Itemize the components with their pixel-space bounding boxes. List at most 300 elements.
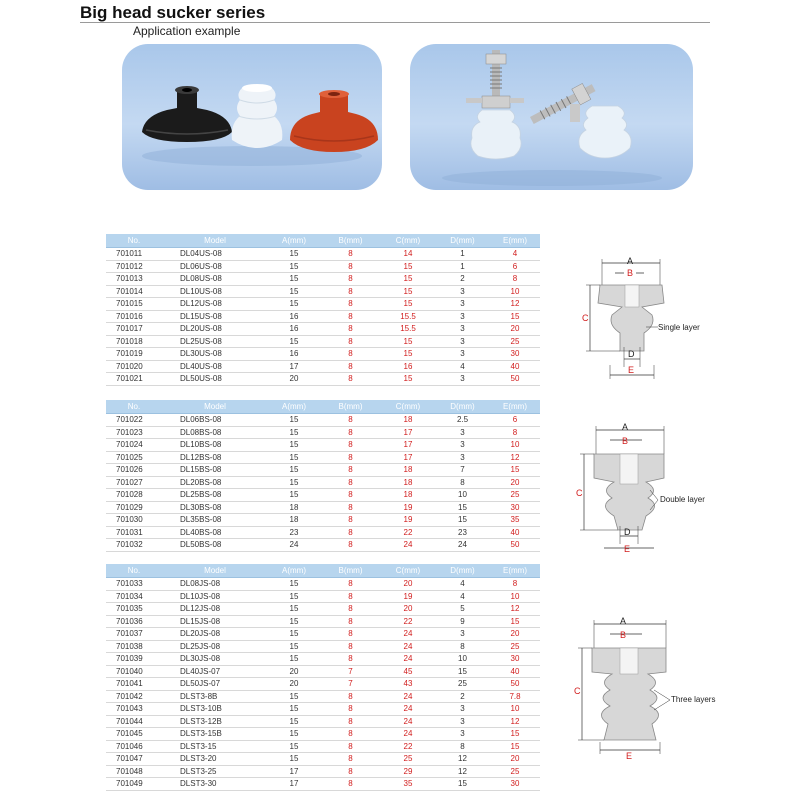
cell-d: 4 — [435, 360, 490, 373]
cell-d: 3 — [435, 628, 490, 641]
table-row — [106, 728, 540, 741]
cell-model: DLST3-10B — [162, 703, 268, 716]
cell-no: 701012 — [106, 260, 162, 273]
cell-a: 18 — [268, 501, 320, 514]
dim-c-label: C — [576, 488, 583, 498]
cell-model: DLST3-15B — [162, 728, 268, 741]
spec-table-single — [106, 234, 540, 386]
cell-a: 15 — [268, 653, 320, 666]
cell-a: 15 — [268, 690, 320, 703]
cell-model: DLST3-30 — [162, 778, 268, 791]
cell-model: DLST3-8B — [162, 690, 268, 703]
cell-e: 6 — [490, 260, 540, 273]
cell-d: 3 — [435, 335, 490, 348]
cell-no: 701043 — [106, 703, 162, 716]
header-a: A(mm) — [268, 400, 320, 414]
cell-no: 701013 — [106, 273, 162, 286]
cell-a: 15 — [268, 464, 320, 477]
cell-e: 30 — [490, 348, 540, 361]
layer-note: Double layer — [660, 495, 705, 504]
cell-d: 7 — [435, 464, 490, 477]
page-title: Big head sucker series — [80, 3, 266, 22]
cell-no: 701038 — [106, 640, 162, 653]
cell-e: 12 — [490, 603, 540, 616]
header-e: E(mm) — [490, 400, 540, 414]
cell-a: 15 — [268, 476, 320, 489]
cell-no: 701037 — [106, 628, 162, 641]
header-e: E(mm) — [490, 564, 540, 578]
cell-b: 8 — [320, 464, 381, 477]
cell-d: 3 — [435, 298, 490, 311]
cell-no: 701033 — [106, 578, 162, 591]
cell-no: 701024 — [106, 439, 162, 452]
cell-c: 20 — [381, 603, 435, 616]
cell-d: 3 — [435, 323, 490, 336]
cell-d: 4 — [435, 578, 490, 591]
cell-e: 15 — [490, 310, 540, 323]
cell-a: 16 — [268, 348, 320, 361]
cell-e: 10 — [490, 703, 540, 716]
cell-e: 20 — [490, 323, 540, 336]
dim-e-label: E — [626, 751, 633, 761]
cell-a: 15 — [268, 248, 320, 261]
cell-c: 22 — [381, 615, 435, 628]
cell-no: 701047 — [106, 753, 162, 766]
table-row — [106, 640, 540, 653]
header-e: E(mm) — [490, 234, 540, 248]
cell-a: 16 — [268, 310, 320, 323]
cell-b: 8 — [320, 615, 381, 628]
cell-no: 701017 — [106, 323, 162, 336]
cell-a: 17 — [268, 765, 320, 778]
cell-no: 701028 — [106, 489, 162, 502]
cell-e: 12 — [490, 451, 540, 464]
table-row — [106, 464, 540, 477]
cell-a: 15 — [268, 703, 320, 716]
cell-c: 18 — [381, 414, 435, 427]
diagram-three-layers — [570, 612, 720, 762]
cell-c: 16 — [381, 360, 435, 373]
cell-b: 8 — [320, 248, 381, 261]
cell-model: DL12BS-08 — [162, 451, 268, 464]
table-row — [106, 285, 540, 298]
cell-e: 7.8 — [490, 690, 540, 703]
cell-c: 24 — [381, 728, 435, 741]
cell-b: 8 — [320, 715, 381, 728]
cell-no: 701016 — [106, 310, 162, 323]
cell-d: 3 — [435, 439, 490, 452]
cell-model: DL10US-08 — [162, 285, 268, 298]
white-cup-graphic — [232, 84, 283, 148]
cell-b: 8 — [320, 451, 381, 464]
cell-b: 8 — [320, 360, 381, 373]
cell-a: 15 — [268, 728, 320, 741]
cell-b: 7 — [320, 678, 381, 691]
cell-e: 50 — [490, 678, 540, 691]
cell-no: 701023 — [106, 426, 162, 439]
cell-b: 8 — [320, 690, 381, 703]
cell-b: 8 — [320, 765, 381, 778]
table-row — [106, 273, 540, 286]
cell-no: 701044 — [106, 715, 162, 728]
dim-b-label: B — [627, 268, 634, 278]
cell-c: 15 — [381, 373, 435, 386]
cell-no: 701018 — [106, 335, 162, 348]
cell-b: 8 — [320, 439, 381, 452]
cell-no: 701035 — [106, 603, 162, 616]
cell-d: 15 — [435, 778, 490, 791]
cell-c: 43 — [381, 678, 435, 691]
cell-model: DL15US-08 — [162, 310, 268, 323]
table-row — [106, 628, 540, 641]
cell-model: DL06US-08 — [162, 260, 268, 273]
cell-b: 8 — [320, 590, 381, 603]
header-no: No. — [106, 564, 162, 578]
page-subtitle: Application example — [133, 24, 241, 38]
cell-d: 3 — [435, 715, 490, 728]
cell-e: 10 — [490, 439, 540, 452]
cell-no: 701030 — [106, 514, 162, 527]
cell-e: 12 — [490, 298, 540, 311]
cell-e: 35 — [490, 514, 540, 527]
left-assembly-graphic — [466, 50, 524, 159]
cell-model: DL40US-08 — [162, 360, 268, 373]
cell-e: 40 — [490, 360, 540, 373]
diagram-double-layer — [570, 420, 720, 555]
cell-c: 25 — [381, 753, 435, 766]
cell-a: 15 — [268, 426, 320, 439]
cell-model: DL20JS-08 — [162, 628, 268, 641]
table-row — [106, 740, 540, 753]
cell-model: DL25US-08 — [162, 335, 268, 348]
cell-no: 701011 — [106, 248, 162, 261]
dim-d-label: D — [628, 349, 635, 359]
cell-d: 4 — [435, 590, 490, 603]
cell-c: 15 — [381, 260, 435, 273]
table-row — [106, 489, 540, 502]
cell-b: 8 — [320, 348, 381, 361]
cell-no: 701021 — [106, 373, 162, 386]
cell-a: 15 — [268, 335, 320, 348]
cell-b: 8 — [320, 728, 381, 741]
cell-no: 701032 — [106, 539, 162, 552]
cell-a: 15 — [268, 615, 320, 628]
table-row — [106, 476, 540, 489]
cell-d: 15 — [435, 514, 490, 527]
cell-b: 8 — [320, 603, 381, 616]
right-assembly-graphic — [528, 80, 632, 158]
cell-a: 20 — [268, 373, 320, 386]
cell-model: DL10JS-08 — [162, 590, 268, 603]
cell-e: 15 — [490, 740, 540, 753]
cell-c: 14 — [381, 248, 435, 261]
cell-no: 701031 — [106, 526, 162, 539]
header-model: Model — [162, 234, 268, 248]
photo-mounted-suckers — [410, 44, 693, 190]
cell-b: 8 — [320, 414, 381, 427]
cell-no: 701036 — [106, 615, 162, 628]
cell-e: 20 — [490, 476, 540, 489]
cell-model: DL40BS-08 — [162, 526, 268, 539]
layer-note: Single layer — [658, 323, 700, 332]
table-row — [106, 590, 540, 603]
table-row — [106, 526, 540, 539]
table-row — [106, 501, 540, 514]
cell-b: 8 — [320, 285, 381, 298]
table-row — [106, 715, 540, 728]
cell-d: 10 — [435, 489, 490, 502]
cell-a: 15 — [268, 640, 320, 653]
cell-c: 17 — [381, 451, 435, 464]
cell-a: 16 — [268, 323, 320, 336]
cell-c: 22 — [381, 740, 435, 753]
cell-c: 19 — [381, 514, 435, 527]
cell-a: 18 — [268, 514, 320, 527]
cell-c: 20 — [381, 578, 435, 591]
table-row — [106, 360, 540, 373]
cell-b: 8 — [320, 578, 381, 591]
cell-d: 3 — [435, 728, 490, 741]
table-row — [106, 778, 540, 791]
cell-e: 6 — [490, 414, 540, 427]
table-row — [106, 653, 540, 666]
cell-model: DL15BS-08 — [162, 464, 268, 477]
cell-c: 17 — [381, 426, 435, 439]
cell-b: 8 — [320, 778, 381, 791]
cell-a: 15 — [268, 414, 320, 427]
cell-no: 701041 — [106, 678, 162, 691]
dim-b-label: B — [622, 436, 629, 446]
cell-d: 3 — [435, 451, 490, 464]
table-row — [106, 703, 540, 716]
cell-e: 50 — [490, 373, 540, 386]
cell-b: 8 — [320, 310, 381, 323]
cell-model: DL15JS-08 — [162, 615, 268, 628]
cell-d: 8 — [435, 476, 490, 489]
cell-model: DL06BS-08 — [162, 414, 268, 427]
dim-e-label: E — [628, 365, 635, 375]
cell-b: 8 — [320, 539, 381, 552]
cell-d: 24 — [435, 539, 490, 552]
table-row — [106, 665, 540, 678]
header-d: D(mm) — [435, 400, 490, 414]
cell-no: 701046 — [106, 740, 162, 753]
cell-no: 701040 — [106, 665, 162, 678]
table-header-row — [106, 234, 540, 248]
dim-a-label: A — [627, 256, 634, 266]
cell-e: 25 — [490, 489, 540, 502]
table-row — [106, 248, 540, 261]
table-row — [106, 615, 540, 628]
cell-b: 8 — [320, 489, 381, 502]
cell-d: 8 — [435, 640, 490, 653]
cell-c: 15 — [381, 298, 435, 311]
table-row — [106, 753, 540, 766]
cell-a: 15 — [268, 740, 320, 753]
cell-a: 17 — [268, 778, 320, 791]
cell-d: 3 — [435, 310, 490, 323]
header-no: No. — [106, 400, 162, 414]
cell-no: 701020 — [106, 360, 162, 373]
cell-model: DLST3-25 — [162, 765, 268, 778]
cell-no: 701027 — [106, 476, 162, 489]
cell-c: 18 — [381, 464, 435, 477]
cell-no: 701042 — [106, 690, 162, 703]
dim-a-label: A — [620, 616, 627, 626]
cell-no: 701045 — [106, 728, 162, 741]
cell-no: 701022 — [106, 414, 162, 427]
cell-d: 25 — [435, 678, 490, 691]
table-row — [106, 310, 540, 323]
cell-model: DL30JS-08 — [162, 653, 268, 666]
table-row — [106, 323, 540, 336]
cell-no: 701015 — [106, 298, 162, 311]
cell-b: 8 — [320, 426, 381, 439]
cell-no: 701026 — [106, 464, 162, 477]
title-divider — [80, 22, 710, 23]
cell-model: DL08BS-08 — [162, 426, 268, 439]
cell-d: 9 — [435, 615, 490, 628]
cell-d: 3 — [435, 703, 490, 716]
table-row — [106, 260, 540, 273]
table-row — [106, 414, 540, 427]
cell-e: 30 — [490, 778, 540, 791]
cell-no: 701049 — [106, 778, 162, 791]
cell-no: 701014 — [106, 285, 162, 298]
cell-no: 701039 — [106, 653, 162, 666]
cell-b: 8 — [320, 273, 381, 286]
cell-d: 3 — [435, 426, 490, 439]
header-model: Model — [162, 564, 268, 578]
table-row — [106, 298, 540, 311]
cell-c: 18 — [381, 476, 435, 489]
cell-b: 8 — [320, 323, 381, 336]
dim-e-label: E — [624, 544, 631, 554]
cell-e: 40 — [490, 526, 540, 539]
dim-d-label: D — [624, 527, 631, 537]
cell-e: 25 — [490, 640, 540, 653]
header-b: B(mm) — [320, 400, 381, 414]
cell-model: DL25JS-08 — [162, 640, 268, 653]
dim-c-label: C — [574, 686, 581, 696]
cell-a: 20 — [268, 665, 320, 678]
table-row — [106, 578, 540, 591]
header-d: D(mm) — [435, 564, 490, 578]
cell-d: 12 — [435, 753, 490, 766]
header-c: C(mm) — [381, 234, 435, 248]
cell-b: 8 — [320, 514, 381, 527]
cell-no: 701025 — [106, 451, 162, 464]
header-model: Model — [162, 400, 268, 414]
cell-d: 15 — [435, 665, 490, 678]
cell-a: 15 — [268, 285, 320, 298]
cell-c: 29 — [381, 765, 435, 778]
table-row — [106, 348, 540, 361]
cell-c: 15 — [381, 285, 435, 298]
spec-table-three — [106, 564, 540, 791]
cell-a: 15 — [268, 489, 320, 502]
cell-e: 10 — [490, 285, 540, 298]
cell-a: 15 — [268, 273, 320, 286]
cell-a: 20 — [268, 678, 320, 691]
cell-e: 50 — [490, 539, 540, 552]
dim-c-label: C — [582, 313, 589, 323]
cell-no: 701034 — [106, 590, 162, 603]
cell-model: DL20BS-08 — [162, 476, 268, 489]
cell-d: 3 — [435, 348, 490, 361]
cell-a: 15 — [268, 603, 320, 616]
cell-c: 35 — [381, 778, 435, 791]
cell-model: DL50JS-07 — [162, 678, 268, 691]
cell-model: DL35BS-08 — [162, 514, 268, 527]
cell-a: 15 — [268, 715, 320, 728]
cell-e: 20 — [490, 628, 540, 641]
cell-e: 15 — [490, 615, 540, 628]
cell-model: DL30BS-08 — [162, 501, 268, 514]
cell-c: 45 — [381, 665, 435, 678]
dim-b-label: B — [620, 630, 627, 640]
cell-a: 23 — [268, 526, 320, 539]
cell-c: 22 — [381, 526, 435, 539]
cell-model: DL40JS-07 — [162, 665, 268, 678]
cell-a: 15 — [268, 578, 320, 591]
cell-d: 3 — [435, 285, 490, 298]
cell-model: DLST3-12B — [162, 715, 268, 728]
cell-d: 2 — [435, 690, 490, 703]
cell-e: 25 — [490, 335, 540, 348]
cell-e: 8 — [490, 273, 540, 286]
table-row — [106, 335, 540, 348]
cell-model: DL10BS-08 — [162, 439, 268, 452]
cell-c: 17 — [381, 439, 435, 452]
orange-cup-graphic — [290, 90, 378, 152]
table-row — [106, 514, 540, 527]
cell-d: 8 — [435, 740, 490, 753]
cell-c: 24 — [381, 640, 435, 653]
cell-c: 24 — [381, 703, 435, 716]
spec-table-double — [106, 400, 540, 552]
cell-b: 8 — [320, 335, 381, 348]
cell-c: 24 — [381, 715, 435, 728]
cell-c: 19 — [381, 590, 435, 603]
cell-a: 15 — [268, 451, 320, 464]
cell-d: 2.5 — [435, 414, 490, 427]
cell-e: 20 — [490, 753, 540, 766]
cell-model: DLST3-15 — [162, 740, 268, 753]
cell-c: 15.5 — [381, 323, 435, 336]
table-row — [106, 765, 540, 778]
table-row — [106, 603, 540, 616]
cell-e: 8 — [490, 426, 540, 439]
cell-c: 24 — [381, 539, 435, 552]
cell-b: 8 — [320, 298, 381, 311]
header-b: B(mm) — [320, 564, 381, 578]
cell-d: 1 — [435, 260, 490, 273]
cell-model: DL12US-08 — [162, 298, 268, 311]
cell-a: 15 — [268, 298, 320, 311]
cell-a: 15 — [268, 260, 320, 273]
dim-a-label: A — [622, 422, 629, 432]
cell-no: 701019 — [106, 348, 162, 361]
cell-d: 5 — [435, 603, 490, 616]
cell-c: 15 — [381, 273, 435, 286]
cell-e: 10 — [490, 590, 540, 603]
cell-e: 25 — [490, 765, 540, 778]
cell-e: 15 — [490, 464, 540, 477]
cell-a: 15 — [268, 439, 320, 452]
cell-e: 12 — [490, 715, 540, 728]
cell-c: 24 — [381, 628, 435, 641]
